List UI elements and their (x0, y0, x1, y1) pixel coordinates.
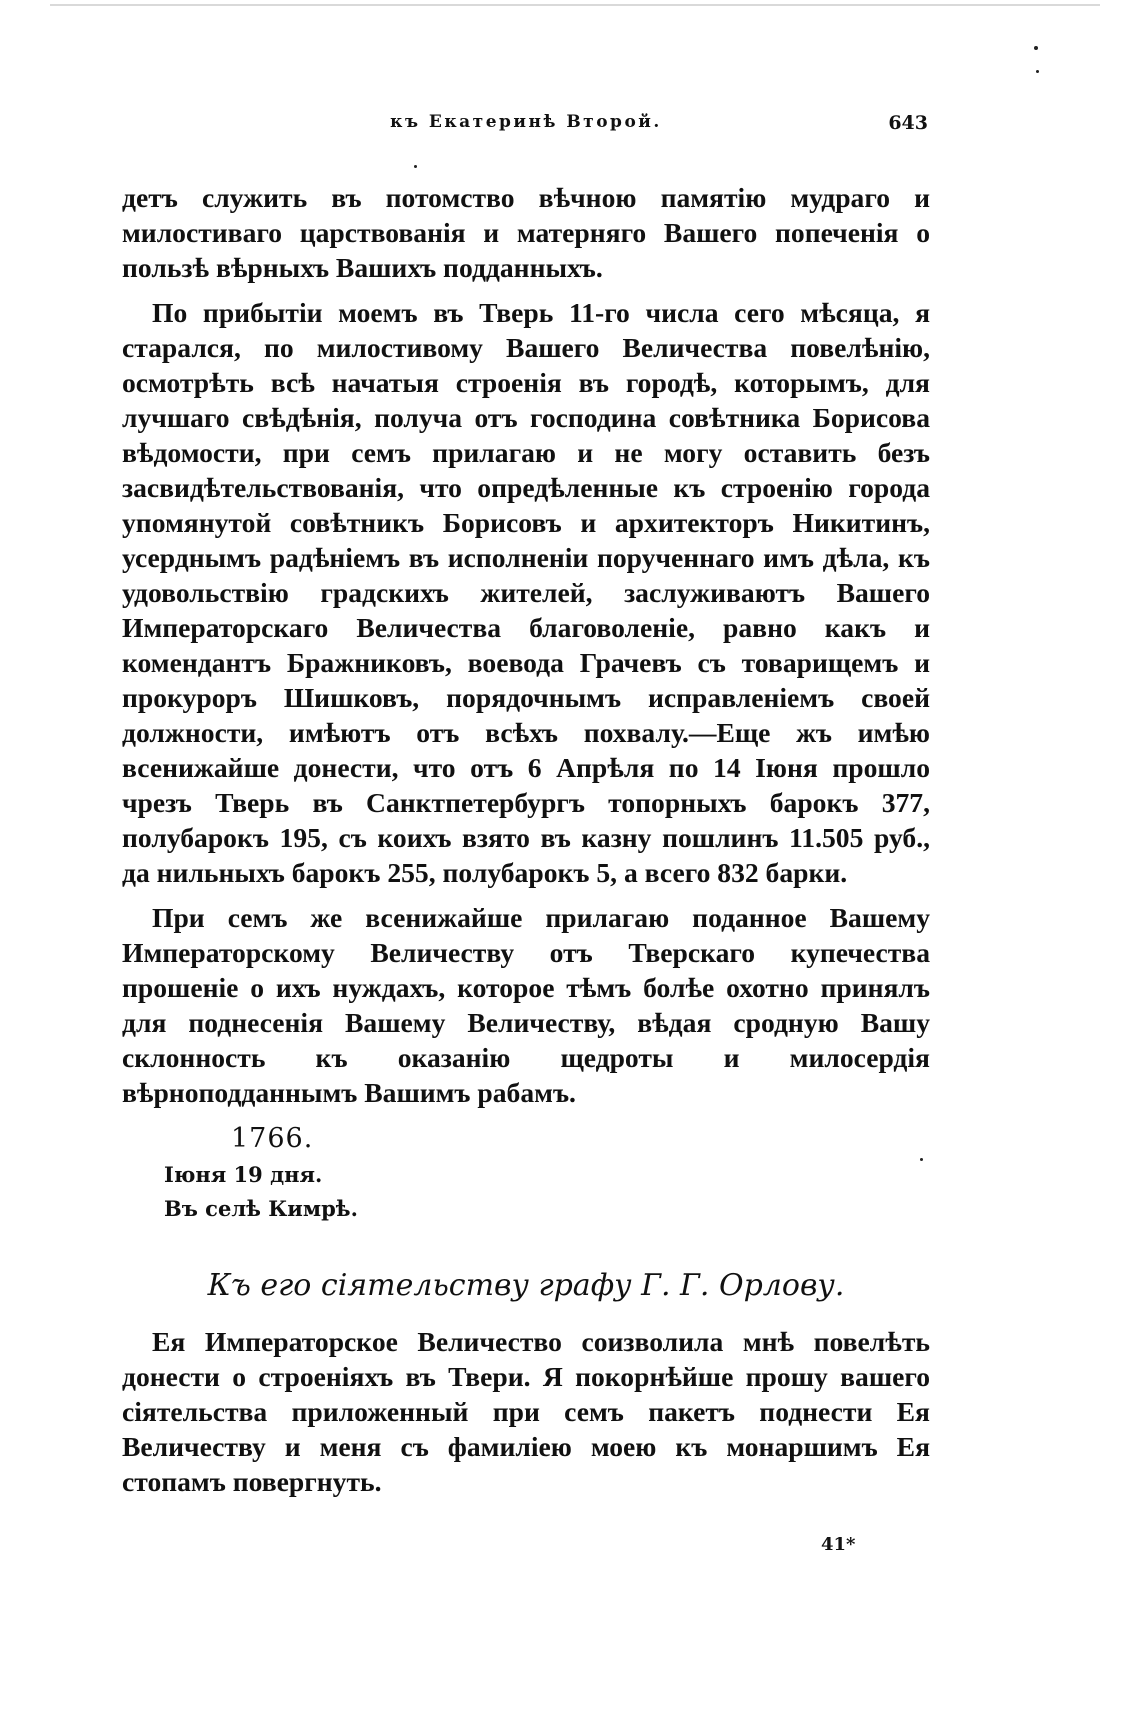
running-title: къ Екатеринѣ Второй. (390, 112, 662, 132)
signoff-place: Въ селѣ Кимрѣ. (164, 1196, 358, 1221)
top-border-line (50, 4, 1100, 6)
body-text (122, 180, 930, 1499)
paragraph-letter: Ея Императорское Величество соизволила мнѣ повелѣть донести о строеніяхъ въ Твери. Я покорнѣйше прошу вашего сіятельства приложенный при семъ пакетъ поднести Ея Величеству и меня съ фамиліею моею къ монаршимъ Ея стопамъ повергнуть. (122, 1326, 930, 1497)
page-number: 643 (888, 112, 928, 134)
signoff-year: 1766. (231, 1123, 314, 1154)
paragraph-continuation: детъ служить въ потомство вѣчною памятію мудраго и милостиваго царствованія и матерняго Вашего попеченія о пользѣ вѣрныхъ Вашихъ подданныхъ. (122, 182, 930, 283)
paragraph-petition: При семъ же всенижайше прилагаю поданное Вашему Императорскому Величеству отъ Тверскаго купечества прошеніе о ихъ нуждахъ, которое тѣмъ болѣе охотно принялъ для поднесенія Вашему Величеству, вѣдая сродную Вашу склонность къ оказанію щедроты и милосердія вѣрноподданнымъ Вашимъ рабамъ. (122, 902, 930, 1108)
signature-mark: 41* (821, 1534, 856, 1555)
paragraph-report: По прибытіи моемъ въ Тверь 11-го числа сего мѣсяца, я старался, по милостивому Вашего Величества повелѣнію, осмотрѣть всѣ начатыя строенія въ городѣ, которымъ, для лучшаго свѣдѣнія, получа отъ господина совѣтника Борисова вѣдомости, при семъ прилагаю и не могу оставить безъ засвидѣтельствованія, что опредѣленные къ строенію города упомянутой совѣтникъ Борисовъ и архитекторъ Никитинъ, усерднымъ радѣніемъ въ исполненіи порученнаго имъ дѣла, къ удовольствію градскихъ жителей, заслуживаютъ Вашего Императорскаго Величества благоволеніе, равно какъ и комендантъ Бражниковъ, воевода Грачевъ съ товарищемъ и прокуроръ Шишковъ, порядочнымъ исправленіемъ своей должности, имѣютъ отъ всѣхъ похвалу.—Еще жъ имѣю всенижайше донести, что отъ 6 Апрѣля по 14 Іюня прошло чрезъ Тверь въ Санктпетербургъ топорныхъ барокъ 377, полубарокъ 195, съ коихъ взято въ казну пошлинъ 11.505 руб., да нильныхъ барокъ 255, полубарокъ 5, а всего 832 барки. (122, 297, 930, 888)
signoff-date: Іюня 19 дня. (164, 1162, 323, 1187)
print-speck (1034, 46, 1038, 50)
letter-heading: Къ его сіятельству графу Г. Г. Орлову. (207, 1268, 845, 1303)
letter-signoff (122, 1120, 930, 1226)
print-speck (920, 1158, 923, 1161)
page-header (122, 112, 930, 148)
print-speck (414, 165, 417, 168)
print-speck (1036, 70, 1039, 73)
